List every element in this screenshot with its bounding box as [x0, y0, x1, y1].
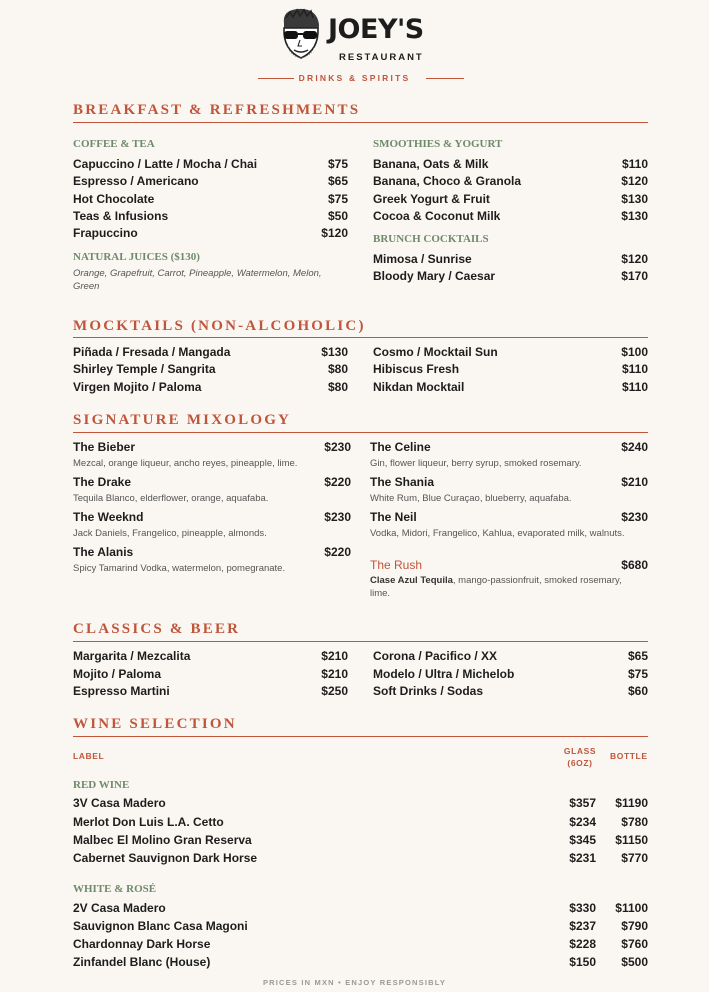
item-price: $210 [321, 667, 348, 681]
menu-tagline: DRINKS & SPIRITS [298, 73, 411, 83]
item-price: $210 [621, 475, 648, 489]
logo-subtitle: RESTAURANT [339, 52, 424, 63]
cocktail-row [370, 475, 648, 492]
wine-glass-price: $357 [569, 796, 596, 810]
juices-description: Orange, Grapefruit, Carrot, Pineapple, Watermelon, Melon, Green [73, 268, 322, 292]
menu-item-row [73, 192, 348, 209]
item-price: $230 [621, 510, 648, 524]
item-name: The Rush [370, 558, 423, 572]
item-price: $230 [324, 440, 351, 454]
item-price: $130 [621, 209, 648, 223]
wine-name: Zinfandel Blanc (House) [73, 955, 211, 969]
item-price: $120 [621, 252, 648, 266]
menu-item-row [373, 380, 648, 397]
menu-item-row [73, 684, 348, 701]
featured-spirit: Clase Azul Tequila [370, 575, 453, 586]
cocktail-description: Gin, flower liqueur, berry syrup, smoked rosemary. [370, 458, 582, 469]
glass-label: GLASS [563, 746, 597, 756]
item-price: $75 [327, 192, 348, 206]
item-name: Greek Yogurt & Fruit [373, 192, 490, 206]
cocktail-row [73, 440, 351, 457]
item-price: $80 [327, 362, 348, 376]
wine-glass-price: $228 [569, 937, 596, 951]
item-price: $250 [321, 684, 348, 698]
cocktail-row [73, 475, 351, 492]
wine-row [73, 833, 648, 850]
item-name: Margarita / Mezcalita [73, 649, 191, 663]
cocktail-row-featured [370, 558, 648, 575]
description-rest: , mango-passionfruit, smoked rosemary, lime. [370, 575, 622, 599]
menu-item-row [73, 667, 348, 684]
cocktail-row [73, 545, 351, 562]
wine-name: Chardonnay Dark Horse [73, 937, 211, 951]
menu-item-row [373, 209, 648, 226]
wine-name: 3V Casa Madero [73, 796, 166, 810]
item-name: Teas & Infusions [73, 209, 169, 223]
wine-bottle-price: $1100 [615, 901, 648, 915]
item-price: $210 [321, 649, 348, 663]
menu-item-row [373, 684, 648, 701]
item-name: Frapuccino [73, 226, 138, 240]
item-price: $110 [621, 362, 648, 376]
section-title-classics: CLASSICS & BEER [73, 621, 241, 637]
item-name: Hot Chocolate [73, 192, 155, 206]
menu-item-row [73, 226, 348, 243]
menu-item-row [373, 174, 648, 191]
item-name: Virgen Mojito / Paloma [73, 380, 202, 394]
item-price: $130 [621, 192, 648, 206]
section-rule [73, 641, 648, 642]
menu-item-row [73, 649, 348, 666]
section-rule [73, 432, 648, 433]
logo-wordmark: JOEY'S [328, 14, 424, 45]
cocktail-description [370, 575, 630, 600]
item-price: $100 [621, 345, 648, 359]
item-name: Cosmo / Mocktail Sun [373, 345, 498, 359]
menu-item-row [373, 667, 648, 684]
item-name: Capuccino / Latte / Mocha / Chai [73, 157, 258, 171]
item-name: The Drake [73, 475, 132, 489]
wine-row [73, 851, 648, 868]
item-price: $130 [321, 345, 348, 359]
item-name: Shirley Temple / Sangrita [73, 362, 216, 376]
wine-col-label: LABEL [73, 751, 105, 761]
wine-bottle-price: $790 [621, 919, 648, 933]
item-price: $80 [327, 380, 348, 394]
wine-glass-price: $345 [569, 833, 596, 847]
menu-item-row [373, 345, 648, 362]
cocktail-description: Vodka, Midori, Frangelico, Kahlua, evaporated milk, walnuts. [370, 528, 625, 539]
menu-item-row [73, 380, 348, 397]
item-price: $65 [627, 649, 648, 663]
section-title-wine: WINE SELECTION [73, 716, 237, 732]
menu-item-row [73, 157, 348, 174]
item-price: $110 [621, 157, 648, 171]
cocktail-description: Jack Daniels, Frangelico, pineapple, almonds. [73, 528, 267, 539]
cocktail-row [370, 440, 648, 457]
wine-row [73, 901, 648, 918]
item-price: $120 [321, 226, 348, 240]
menu-item-row [73, 209, 348, 226]
wine-name: Cabernet Sauvignon Dark Horse [73, 851, 258, 865]
menu-item-row [373, 362, 648, 379]
item-name: Soft Drinks / Sodas [373, 684, 484, 698]
item-price: $220 [324, 475, 351, 489]
wine-glass-price: $234 [569, 815, 596, 829]
item-name: Hibiscus Fresh [373, 362, 460, 376]
item-name: The Bieber [73, 440, 136, 454]
item-name: Mimosa / Sunrise [373, 252, 472, 266]
item-name: The Neil [370, 510, 417, 524]
menu-item-row [373, 649, 648, 666]
wine-row [73, 955, 648, 972]
wine-row [73, 796, 648, 813]
item-price: $170 [621, 269, 648, 283]
joey-face-logo-icon [276, 6, 326, 62]
item-name: Espresso / Americano [73, 174, 199, 188]
wine-bottle-price: $770 [621, 851, 648, 865]
joeys-logo [276, 6, 436, 62]
menu-item-row [73, 362, 348, 379]
subsection-title-coffee: COFFEE & TEA [73, 138, 155, 150]
wine-col-glass [562, 745, 598, 769]
item-name: Nikdan Mocktail [373, 380, 465, 394]
item-price: $680 [621, 558, 648, 572]
wine-bottle-price: $500 [621, 955, 648, 969]
subsection-title-white-wine: WHITE & ROSÉ [73, 883, 157, 895]
wine-bottle-price: $1150 [615, 833, 648, 847]
item-price: $75 [327, 157, 348, 171]
wine-glass-price: $150 [569, 955, 596, 969]
wine-glass-price: $330 [569, 901, 596, 915]
menu-item-row [373, 252, 648, 269]
menu-item-row [373, 157, 648, 174]
wine-col-bottle: BOTTLE [610, 751, 648, 761]
item-name: The Weeknd [73, 510, 144, 524]
wine-name: Malbec El Molino Gran Reserva [73, 833, 252, 847]
item-name: The Alanis [73, 545, 134, 559]
item-price: $110 [621, 380, 648, 394]
item-name: Mojito / Paloma [73, 667, 162, 681]
item-name: The Celine [370, 440, 431, 454]
subsection-title-red-wine: RED WINE [73, 779, 130, 791]
item-name: Cocoa & Coconut Milk [373, 209, 501, 223]
wine-bottle-price: $1190 [615, 796, 648, 810]
item-price: $220 [324, 545, 351, 559]
section-title-mixology: SIGNATURE MIXOLOGY [73, 412, 292, 428]
item-price: $230 [324, 510, 351, 524]
wine-glass-price: $231 [569, 851, 596, 865]
wine-bottle-price: $760 [621, 937, 648, 951]
item-price: $65 [327, 174, 348, 188]
menu-item-row [373, 269, 648, 286]
cocktail-row [370, 510, 648, 527]
wine-row [73, 815, 648, 832]
menu-item-row [73, 174, 348, 191]
item-price: $240 [621, 440, 648, 454]
cocktail-description: Spicy Tamarind Vodka, watermelon, pomegranate. [73, 563, 286, 574]
wine-name: Sauvignon Blanc Casa Magoni [73, 919, 248, 933]
wine-row [73, 919, 648, 936]
section-rule [73, 122, 648, 123]
item-price: $60 [627, 684, 648, 698]
subsection-title-brunch: BRUNCH COCKTAILS [373, 233, 489, 245]
item-price: $120 [621, 174, 648, 188]
item-price: $50 [327, 209, 348, 223]
cocktail-row [73, 510, 351, 527]
menu-item-row [373, 192, 648, 209]
menu-footer: PRICES IN MXN • ENJOY RESPONSIBLY [262, 978, 447, 987]
subsection-title-smoothies: SMOOTHIES & YOGURT [373, 138, 503, 150]
wine-bottle-price: $780 [621, 815, 648, 829]
wine-name: 2V Casa Madero [73, 901, 166, 915]
glass-size: (6OZ) [567, 758, 593, 768]
section-rule [73, 337, 648, 338]
item-name: Modelo / Ultra / Michelob [373, 667, 515, 681]
subsection-title-juices: NATURAL JUICES ($130) [73, 251, 200, 263]
item-name: Piñada / Fresada / Mangada [73, 345, 231, 359]
item-price: $75 [627, 667, 648, 681]
menu-item-row [73, 345, 348, 362]
tagline-rule-right [426, 78, 464, 79]
section-rule [73, 736, 648, 737]
cocktail-description: Mezcal, orange liqueur, ancho reyes, pineapple, lime. [73, 458, 298, 469]
wine-row [73, 937, 648, 954]
item-name: The Shania [370, 475, 435, 489]
item-name: Banana, Choco & Granola [373, 174, 522, 188]
item-name: Corona / Pacifico / XX [373, 649, 498, 663]
cocktail-description: White Rum, Blue Curaçao, blueberry, aquafaba. [370, 493, 572, 504]
cocktail-description: Tequila Blanco, elderflower, orange, aquafaba. [73, 493, 269, 504]
menu-header [0, 0, 709, 88]
section-title-breakfast: BREAKFAST & REFRESHMENTS [73, 102, 361, 118]
section-title-mocktails: MOCKTAILS (NON-ALCOHOLIC) [73, 318, 366, 334]
item-name: Bloody Mary / Caesar [373, 269, 496, 283]
item-name: Banana, Oats & Milk [373, 157, 489, 171]
wine-glass-price: $237 [569, 919, 596, 933]
wine-name: Merlot Don Luis L.A. Cetto [73, 815, 224, 829]
item-name: Espresso Martini [73, 684, 170, 698]
